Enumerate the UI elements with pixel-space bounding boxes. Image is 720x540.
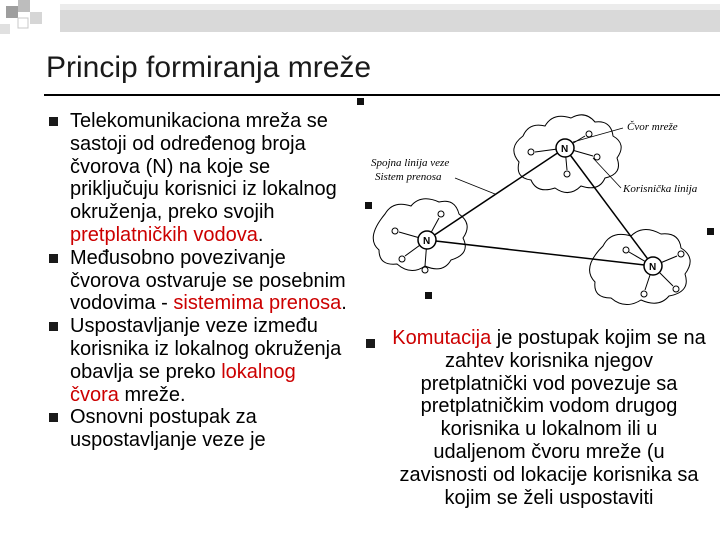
- body-text: je postupak kojim se na zahtev korisnika njegov pretplatnički vod povezuje sa pretplatničkim vodom drugog korisnika u lokalnom ili u udaljenom čvoru mreže (u zavisnosti od lokacije korisnika sa kojim se želi uspostaviti: [399, 327, 706, 509]
- header-band: [60, 10, 720, 32]
- body-text: .: [257, 223, 264, 246]
- bullet-square-icon: [49, 254, 58, 263]
- right-bullet: [366, 327, 706, 509]
- node-right-label: N: [649, 262, 657, 273]
- bullet-square-icon: [49, 117, 58, 126]
- bullet-square-icon: [366, 339, 375, 348]
- right-bullet-text: [392, 327, 706, 509]
- body-text: .: [341, 292, 347, 315]
- accent-text: pretplatničkih vodova: [70, 223, 258, 246]
- accent-text: lokalnog čvora: [70, 360, 296, 406]
- corner-squares-decoration: [0, 0, 60, 40]
- bullet-square-icon: [49, 322, 58, 331]
- bullet-item: [48, 315, 348, 406]
- bullet-item: [48, 247, 348, 315]
- body-text: Uspostavljanje veze između korisnika iz lokalnog okruženja obavlja se preko: [70, 315, 342, 383]
- node-top: [556, 139, 574, 157]
- node-right: [644, 257, 662, 275]
- body-text: Telekomunikaciona mreža se sastoji od određenog broja čvorova (N) na koje se priključuju korisnici iz lokalnog okruženja, preko svojih: [70, 110, 337, 224]
- bullet-square-icon: [49, 413, 58, 422]
- left-bullet-list: [48, 110, 348, 452]
- bullet-item: [48, 110, 348, 247]
- bullet-item: [48, 406, 348, 452]
- label-user-line: Korisnička linija: [623, 183, 698, 195]
- node-left-label: N: [423, 236, 431, 247]
- body-text: mreže.: [118, 383, 186, 406]
- label-link-2: Sistem prenosa: [375, 171, 442, 183]
- node-left: [418, 231, 436, 249]
- node-top-label: N: [561, 144, 569, 155]
- cloud-right: [590, 229, 691, 304]
- label-node: Čvor mreže: [627, 121, 678, 133]
- network-diagram: [355, 96, 720, 328]
- slide-title: Princip formiranja mreže: [46, 51, 372, 84]
- body-text: Međusobno povezivanje čvorova ostvaruje se posebnim vodovima -: [70, 246, 346, 315]
- accent-text: Komutacija: [392, 327, 492, 349]
- accent-text: sistemima prenosa: [173, 292, 342, 315]
- label-link-1: Spojna linija veze: [371, 157, 450, 169]
- body-text: Osnovni postupak za uspostavljanje veze je: [70, 406, 266, 452]
